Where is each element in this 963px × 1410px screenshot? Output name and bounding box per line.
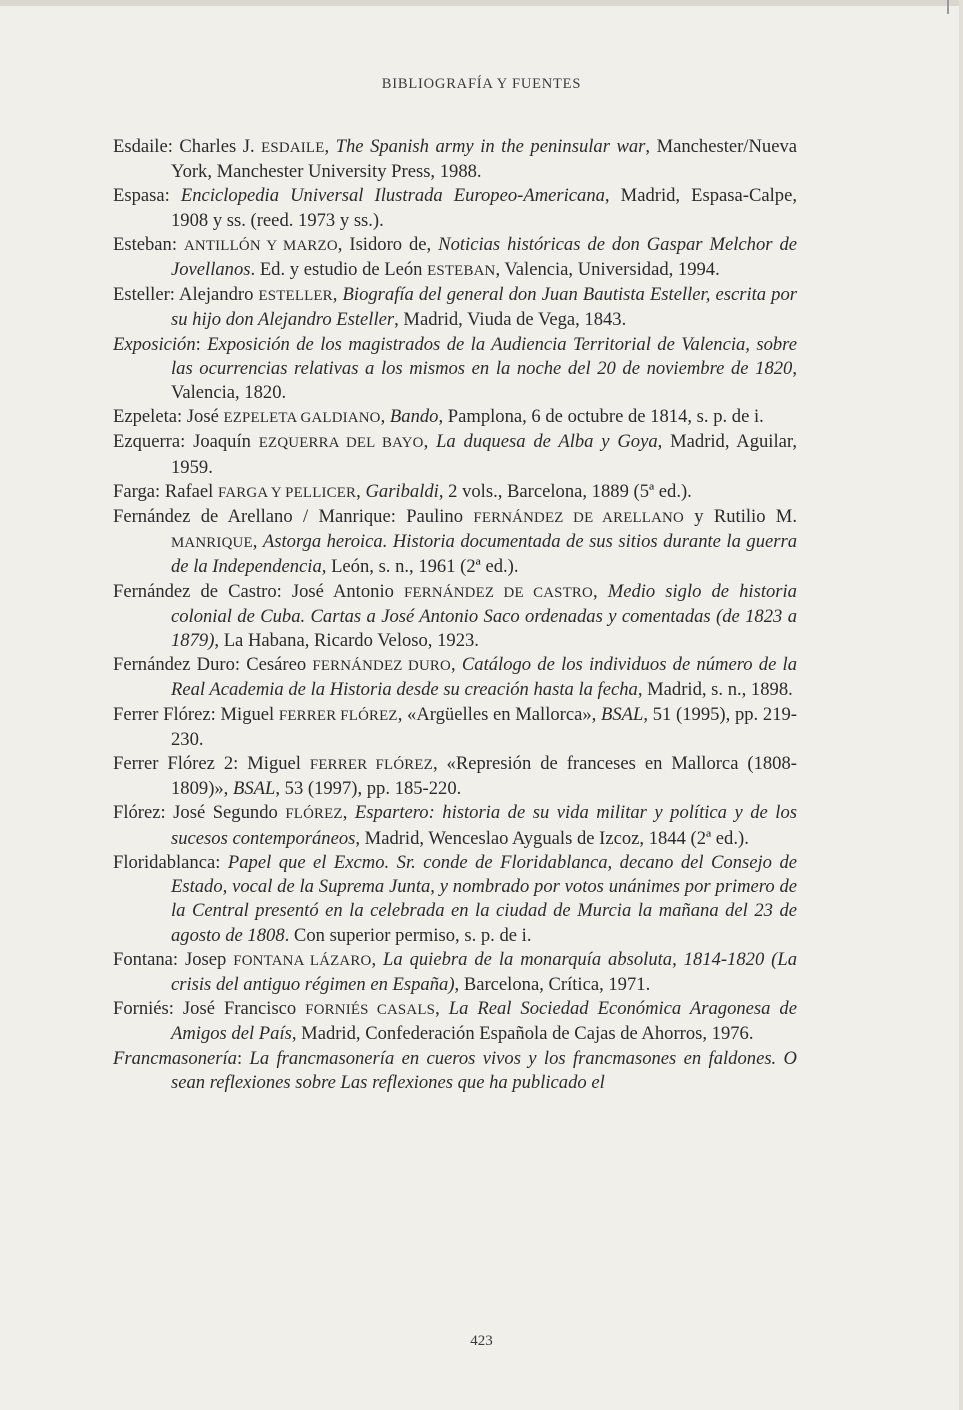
entry-text: , Isidoro de,	[337, 233, 439, 255]
entry-text: ,	[380, 406, 390, 428]
entry-text: Ezpeleta: José	[113, 406, 224, 428]
entry-title: BSAL	[601, 703, 644, 725]
entry-text: :	[236, 1047, 250, 1069]
entry-author: ESDAILE	[261, 140, 325, 156]
entry-text: ,	[252, 531, 263, 553]
entry-text: . Con superior permiso, s. p. de i.	[284, 924, 532, 946]
entry-text: , Madrid, Viuda de Vega, 1843.	[394, 309, 627, 331]
entry-text: Esteller: Alejandro	[113, 284, 259, 306]
entry-author: ESTEBAN	[427, 263, 496, 280]
entry-title: Bando	[389, 406, 439, 428]
page-number: 423	[470, 1333, 493, 1349]
entry-title: Noticias históricas de don Gaspar Melchor de Jovellanos	[171, 233, 797, 281]
entry-text: , Valencia, Universidad, 1994.	[495, 259, 720, 281]
entry-title: Enciclopedia Universal Ilustrada Europeo-Americana	[180, 185, 605, 207]
entry-text: ,	[451, 654, 462, 676]
entry-title: Espartero: historia de su vida militar y política y de los sucesos contemporáneos	[171, 802, 798, 849]
entry-text: ,	[435, 998, 449, 1020]
bibliography-entry	[113, 233, 797, 283]
entry-text: Flórez: José Segundo	[113, 802, 286, 824]
entry-text: , «Represión de franceses en Mallorca (1808-1809)»,	[171, 753, 797, 800]
entry-author: FERRER FLÓREZ	[278, 707, 398, 724]
entry-text: , 51 (1995), pp. 219-230.	[171, 703, 797, 750]
entry-title: Medio siglo de historia colonial de Cuba. Cartas a José Antonio Saco ordenadas y comentadas (de 1823 a 1879)	[171, 580, 797, 652]
entry-text: Fontana: Josep	[113, 948, 234, 970]
entry-title: Papel que el Excmo. Sr. conde de Floridablanca, decano del Consejo de Estado, vocal de la Suprema Junta, y nombrado por votos unánimes por primero de la Central presentó en la celebrada en la ciudad de Murcia la mañana del 23 de agosto de 1808	[171, 851, 798, 946]
entry-title: Astorga heroica. Historia documentada de sus sitios durante la guerra de la Independencia	[171, 531, 798, 578]
entry-title: BSAL	[232, 778, 276, 800]
entry-text: , León, s. n., 1961 (2ª ed.).	[321, 556, 519, 578]
bibliography-entry	[113, 405, 797, 430]
entry-text: , Madrid, Confederación Española de Cajas de Ahorros, 1976.	[291, 1023, 754, 1045]
entry-text: Ferrer Flórez: Miguel	[113, 703, 279, 725]
entry-title: Biografía del general don Juan Bautista Esteller, escrita por su hijo don Alejandro Esteller	[171, 284, 798, 331]
entry-author: ESTELLER	[258, 288, 333, 305]
page-top-edge	[0, 0, 963, 6]
bibliography-entry	[113, 851, 797, 948]
entry-text: Espasa:	[113, 185, 181, 207]
entry-title: Garibaldi	[365, 480, 439, 502]
entry-author: FERNÁNDEZ DURO	[312, 658, 451, 675]
bibliography-entry	[113, 430, 797, 479]
running-header: BIBLIOGRAFÍA Y FUENTES	[381, 76, 582, 92]
entry-author: FERNÁNDEZ DE ARELLANO	[473, 510, 684, 527]
bibliography-entry	[113, 1047, 797, 1095]
entry-author: FORNIÉS CASALS	[305, 1002, 436, 1019]
entry-title: La francmasonería en cueros vivos y los francmasones en faldones. O sean reflexiones sobre Las reflexiones que ha publicado el	[171, 1047, 797, 1093]
entry-text: ,	[324, 136, 336, 157]
entry-text: Farga: Rafael	[113, 480, 218, 502]
bibliography-entry	[113, 505, 797, 580]
bibliography-entry	[113, 653, 797, 702]
entry-text: , Pamplona, 6 de octubre de 1814, s. p. de i.	[438, 406, 764, 428]
page-right-edge	[959, 0, 963, 1410]
bibliography-entry	[113, 283, 797, 332]
entry-text: Esteban:	[113, 233, 184, 255]
bibliography-entry	[113, 948, 797, 997]
entry-text: ,	[332, 284, 343, 306]
bibliography-entry	[113, 801, 797, 850]
entry-text: , Madrid, Espasa-Calpe, 1908 y ss. (reed. 1973 y ss.).	[171, 185, 797, 231]
entry-text: , Madrid, s. n., 1898.	[637, 679, 793, 701]
entry-text: , Valencia, 1820.	[171, 357, 797, 404]
entry-text: , La Habana, Ricardo Veloso, 1923.	[214, 630, 479, 652]
bibliography-entry	[113, 580, 797, 654]
entry-text: ,	[371, 948, 384, 970]
entry-text: , Madrid, Aguilar, 1959.	[171, 431, 797, 478]
entry-author: EZPELETA GALDIANO	[223, 410, 381, 427]
entry-text: Fernández de Arellano / Manrique: Paulino	[113, 506, 474, 528]
entry-text: ,	[356, 480, 366, 502]
entry-text: . Ed. y estudio de León	[250, 259, 428, 281]
entry-title: Catálogo de los individuos de número de la Real Academia de la Historia desde su creación hasta la fecha	[171, 654, 797, 701]
entry-text: , «Argüelles en Mallorca»,	[397, 703, 602, 725]
entry-text: ,	[423, 431, 437, 453]
entry-text: y Rutilio M.	[683, 506, 797, 528]
entry-title: The Spanish army in the peninsular war	[335, 136, 646, 157]
entry-author: FERRER FLÓREZ	[309, 757, 433, 774]
entry-title: La Real Sociedad Económica Aragonesa de Amigos del País	[171, 998, 797, 1045]
entry-text: Fernández Duro: Cesáreo	[113, 654, 313, 676]
bibliography-entry	[113, 703, 797, 752]
entry-text: , 2 vols., Barcelona, 1889 (5ª ed.).	[438, 480, 692, 502]
entry-text: ,	[342, 802, 355, 824]
bibliography-entry	[113, 135, 797, 184]
entry-author: FLÓREZ	[285, 806, 343, 823]
bibliography-list	[113, 135, 797, 1095]
entry-title: La duquesa de Alba y Goya	[436, 431, 658, 453]
entry-author: EZQUERRA DEL BAYO	[258, 435, 424, 452]
bibliography-entry	[113, 333, 797, 406]
entry-text: Esdaile: Charles J.	[113, 136, 262, 157]
entry-author: FARGA Y PELLICER	[217, 484, 357, 501]
entry-title: Exposición	[113, 333, 196, 355]
entry-author: MANRIQUE	[171, 535, 253, 552]
entry-text: Ferrer Flórez 2: Miguel	[113, 753, 310, 775]
entry-text: , Barcelona, Crítica, 1971.	[454, 973, 651, 995]
entry-text: ,	[592, 580, 608, 602]
entry-text: :	[195, 333, 208, 355]
entry-title: Exposición de los magistrados de la Audiencia Territorial de Valencia, sobre las ocurrencias relativas a los mismos en la noche del 20 de noviembre de 1820	[171, 333, 797, 379]
bibliography-entry	[113, 480, 797, 505]
entry-text: Ezquerra: Joaquín	[113, 431, 259, 453]
bibliography-entry	[113, 997, 797, 1046]
entry-title: Francmasonería	[113, 1047, 237, 1069]
entry-text: Floridablanca:	[113, 851, 228, 873]
entry-author: ANTILLÓN Y MARZO	[183, 237, 338, 254]
entry-text: , Manchester/Nueva York, Manchester University Press, 1988.	[171, 136, 797, 183]
bibliography-entry	[113, 184, 797, 232]
entry-author: FERNÁNDEZ DE CASTRO	[403, 584, 593, 601]
entry-text: Fernández de Castro: José Antonio	[113, 580, 404, 602]
entry-text: Forniés: José Francisco	[113, 998, 306, 1020]
entry-text: , Madrid, Wenceslao Ayguals de Izcoz, 1844 (2ª ed.).	[355, 827, 749, 849]
entry-author: FONTANA LÁZARO	[233, 952, 372, 969]
entry-text: , 53 (1997), pp. 185-220.	[275, 778, 462, 800]
entry-title: La quiebra de la monarquía absoluta, 1814-1820 (La crisis del antiguo régimen en España)	[171, 948, 798, 995]
scan-mark	[947, 0, 949, 14]
bibliography-entry	[113, 752, 797, 801]
